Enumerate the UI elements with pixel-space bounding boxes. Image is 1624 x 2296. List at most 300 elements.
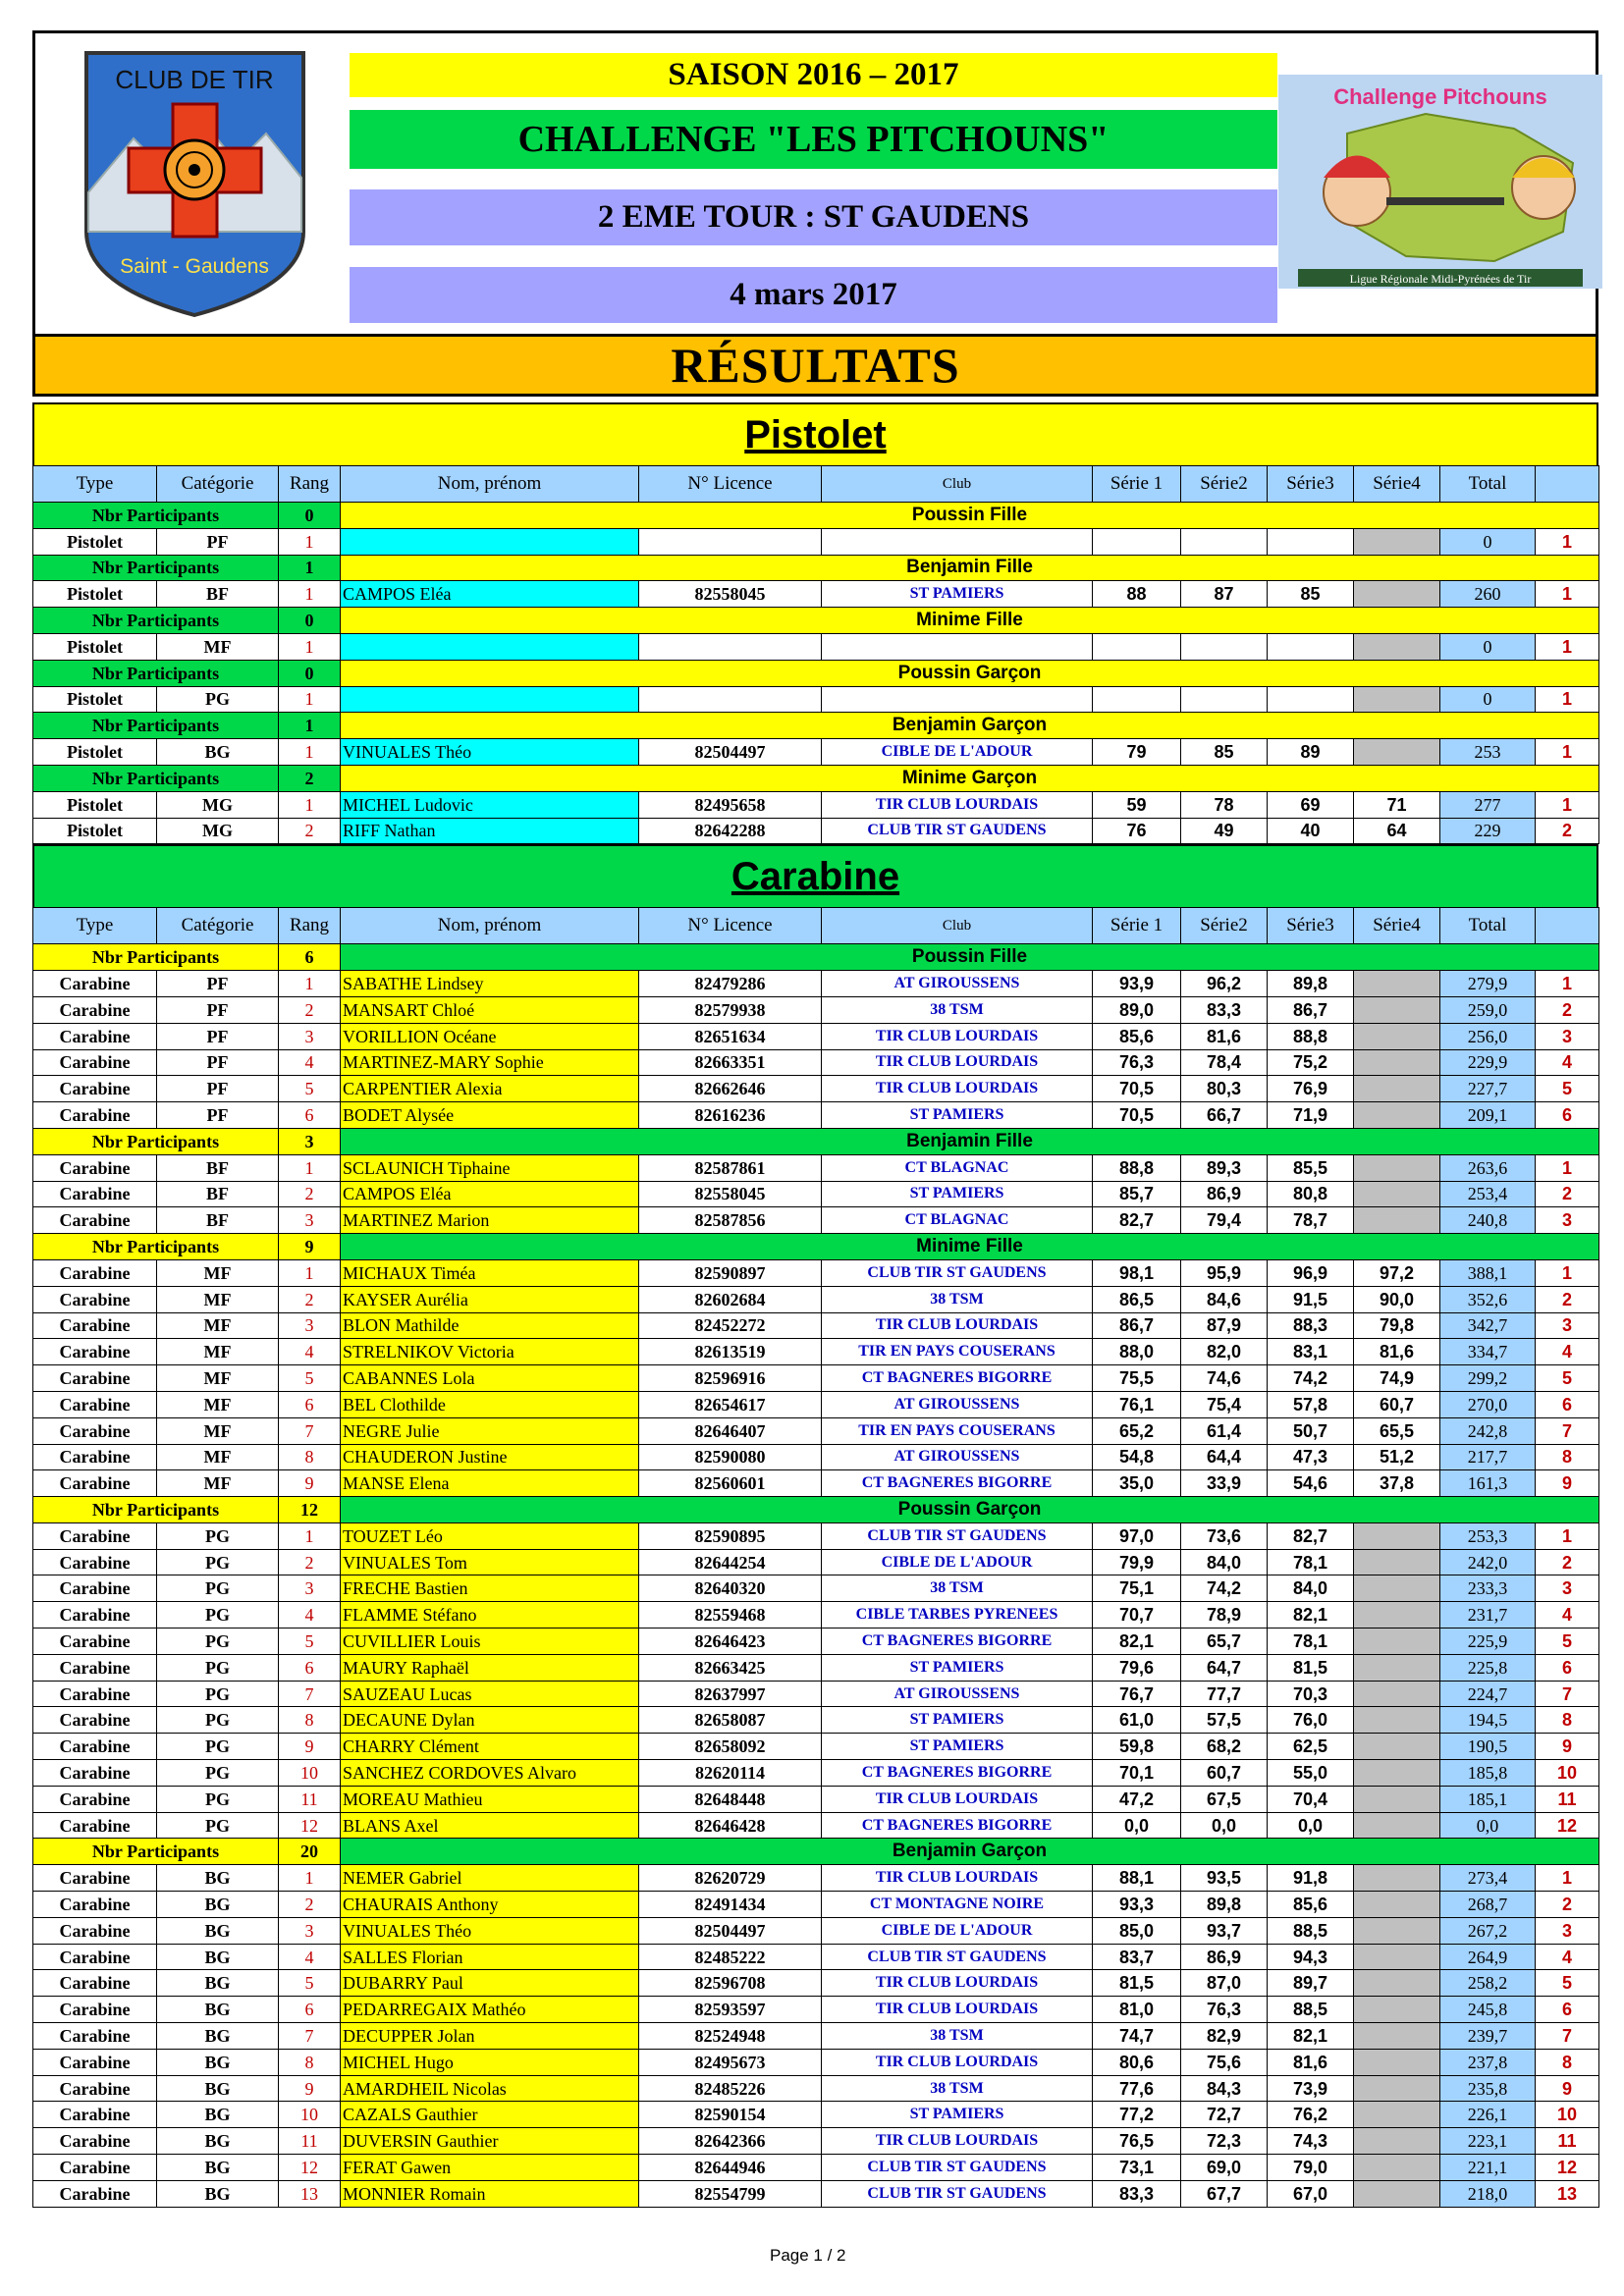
final-rank-cell: 4 [1536,1944,1599,1970]
serie3-cell: 76,9 [1268,1076,1354,1102]
club-cell: CLUB TIR ST GAUDENS [822,818,1093,844]
name-cell: KAYSER Aurélia [341,1286,639,1312]
table-row [33,1629,1599,1655]
licence-cell: 82613519 [639,1339,822,1365]
serie3-cell: 91,8 [1268,1865,1354,1892]
type-cell: Carabine [33,1997,157,2023]
table-row [33,1470,1599,1497]
licence-cell: 82593597 [639,1997,822,2023]
final-rank-cell: 6 [1536,1391,1599,1417]
name-cell [341,633,639,660]
serie4-cell [1354,581,1440,608]
final-rank-cell: 8 [1536,1707,1599,1734]
rank-cell: 2 [279,1549,341,1575]
rank-cell: 9 [279,1734,341,1760]
serie3-cell: 57,8 [1268,1391,1354,1417]
serie4-cell [1354,528,1440,555]
serie3-cell: 76,0 [1268,1707,1354,1734]
type-cell: Pistolet [33,791,157,818]
rank-cell: 12 [279,2155,341,2181]
club-cell: ST PAMIERS [822,1707,1093,1734]
serie2-cell: 73,6 [1181,1522,1268,1549]
serie4-cell [1354,2023,1440,2050]
serie2-cell: 84,3 [1181,2075,1268,2102]
serie4-cell: 71 [1354,791,1440,818]
name-cell: NEGRE Julie [341,1417,639,1444]
total-cell: 229 [1440,818,1536,844]
final-rank-cell: 5 [1536,1365,1599,1392]
club-cell: AT GIROUSSENS [822,971,1093,997]
total-cell: 229,9 [1440,1049,1536,1076]
type-cell: Pistolet [33,528,157,555]
category-cell: PF [157,1102,279,1129]
name-cell: MOREAU Mathieu [341,1786,639,1812]
column-header-s2: Série2 [1181,466,1268,503]
total-cell: 242,8 [1440,1417,1536,1444]
club-cell: CLUB TIR ST GAUDENS [822,2180,1093,2207]
rank-cell: 2 [279,818,341,844]
name-cell: MICHEL Ludovic [341,791,639,818]
club-cell: CT BLAGNAC [822,1207,1093,1234]
name-cell: SAUZEAU Lucas [341,1681,639,1707]
serie3-cell: 88,3 [1268,1312,1354,1339]
header [32,30,1598,334]
name-cell: RIFF Nathan [341,818,639,844]
licence-cell: 82646428 [639,1812,822,1839]
serie1-cell: 61,0 [1093,1707,1181,1734]
column-header-s2: Série2 [1181,908,1268,944]
serie2-cell: 76,3 [1181,1997,1268,2023]
table-row [33,2075,1599,2102]
club-cell: CIBLE DE L'ADOUR [822,1917,1093,1944]
type-cell: Carabine [33,1417,157,1444]
licence-cell: 82658087 [639,1707,822,1734]
serie3-cell: 0,0 [1268,1812,1354,1839]
serie1-cell: 77,6 [1093,2075,1181,2102]
name-cell: CAZALS Gauthier [341,2102,639,2128]
category-row [33,660,1599,686]
rank-cell: 1 [279,528,341,555]
challenge-pitchouns-logo [1278,75,1602,289]
category-cell: BG [157,2049,279,2075]
serie1-cell: 93,9 [1093,971,1181,997]
final-rank-cell: 4 [1536,1049,1599,1076]
serie1-cell: 76 [1093,818,1181,844]
total-cell: 225,8 [1440,1654,1536,1681]
serie4-cell [1354,2155,1440,2181]
serie2-cell: 67,7 [1181,2180,1268,2207]
type-cell: Carabine [33,1602,157,1629]
category-row [33,713,1599,739]
table-row [33,686,1599,713]
table-row [33,1207,1599,1234]
club-cell: AT GIROUSSENS [822,1444,1093,1470]
serie1-cell [1093,528,1181,555]
category-cell: PG [157,1707,279,1734]
serie4-cell [1354,1892,1440,1918]
serie1-cell: 85,7 [1093,1181,1181,1207]
final-rank-cell: 5 [1536,1970,1599,1997]
serie1-cell: 93,3 [1093,1892,1181,1918]
club-cell: 38 TSM [822,2023,1093,2050]
club-cell: TIR CLUB LOURDAIS [822,1865,1093,1892]
total-cell: 260 [1440,581,1536,608]
final-rank-cell: 1 [1536,1154,1599,1181]
type-cell: Carabine [33,1154,157,1181]
serie1-cell: 86,5 [1093,1286,1181,1312]
total-cell: 268,7 [1440,1892,1536,1918]
serie2-cell: 77,7 [1181,1681,1268,1707]
category-row [33,608,1599,634]
type-cell: Carabine [33,1470,157,1497]
name-cell: MANSE Elena [341,1470,639,1497]
club-cell: TIR CLUB LOURDAIS [822,1023,1093,1049]
licence-cell: 82648448 [639,1786,822,1812]
licence-cell: 82504497 [639,739,822,766]
total-cell: 334,7 [1440,1339,1536,1365]
serie4-cell [1354,1654,1440,1681]
category-cell: PG [157,1760,279,1787]
table-row [33,1286,1599,1312]
name-cell: CUVILLIER Louis [341,1629,639,1655]
type-cell: Carabine [33,1681,157,1707]
licence-cell [639,633,822,660]
category-cell: PG [157,1575,279,1602]
serie3-cell [1268,686,1354,713]
type-cell: Carabine [33,1049,157,1076]
svg-text:Saint - Gaudens: Saint - Gaudens [120,255,269,278]
serie3-cell [1268,633,1354,660]
category-cell: MF [157,1444,279,1470]
type-cell: Carabine [33,1707,157,1734]
licence-cell: 82620114 [639,1760,822,1787]
category-name: Benjamin Garçon [341,1839,1599,1865]
total-cell: 224,7 [1440,1681,1536,1707]
category-cell: MG [157,791,279,818]
rank-cell: 6 [279,1654,341,1681]
results-title: RÉSULTATS [32,334,1598,397]
serie3-cell: 54,6 [1268,1470,1354,1497]
serie2-cell: 87,9 [1181,1312,1268,1339]
serie2-cell: 66,7 [1181,1102,1268,1129]
total-cell: 277 [1440,791,1536,818]
name-cell: VINUALES Théo [341,1917,639,1944]
final-rank-cell: 8 [1536,1444,1599,1470]
participants-label: Nbr Participants [33,1128,279,1154]
rank-cell: 4 [279,1049,341,1076]
rank-cell: 8 [279,1707,341,1734]
serie2-cell: 0,0 [1181,1812,1268,1839]
category-cell: BG [157,2155,279,2181]
category-cell: MF [157,1365,279,1392]
serie4-cell [1354,1023,1440,1049]
serie4-cell [1354,686,1440,713]
rank-cell: 1 [279,971,341,997]
category-cell: BG [157,2075,279,2102]
table-row [33,1365,1599,1392]
serie3-cell: 73,9 [1268,2075,1354,2102]
rank-cell: 7 [279,1417,341,1444]
serie1-cell: 88,8 [1093,1154,1181,1181]
category-cell: PG [157,1734,279,1760]
serie1-cell [1093,686,1181,713]
serie4-cell [1354,739,1440,766]
serie1-cell: 81,0 [1093,1997,1181,2023]
serie4-cell [1354,1181,1440,1207]
season-banner: SAISON 2016 – 2017 [350,53,1277,97]
category-cell: MF [157,1417,279,1444]
total-cell: 190,5 [1440,1734,1536,1760]
type-cell: Carabine [33,1629,157,1655]
total-cell: 242,0 [1440,1549,1536,1575]
serie1-cell: 88,0 [1093,1339,1181,1365]
participants-label: Nbr Participants [33,608,279,634]
table-row [33,1865,1599,1892]
participants-count: 0 [279,660,341,686]
table-row [33,818,1599,844]
serie1-cell: 70,1 [1093,1760,1181,1787]
total-cell: 227,7 [1440,1076,1536,1102]
type-cell: Carabine [33,2102,157,2128]
club-cell: TIR CLUB LOURDAIS [822,1312,1093,1339]
serie4-cell [1354,1102,1440,1129]
type-cell: Carabine [33,1286,157,1312]
club-cell: 38 TSM [822,996,1093,1023]
category-name: Poussin Fille [341,503,1599,529]
participants-count: 2 [279,765,341,791]
category-cell: MF [157,1286,279,1312]
serie4-cell [1354,1575,1440,1602]
rank-cell: 2 [279,1892,341,1918]
category-name: Benjamin Fille [341,555,1599,581]
table-row [33,1391,1599,1417]
table-row [33,1154,1599,1181]
final-rank-cell: 3 [1536,1023,1599,1049]
rank-cell: 4 [279,1602,341,1629]
serie2-cell: 96,2 [1181,971,1268,997]
serie1-cell: 75,5 [1093,1365,1181,1392]
table-row [33,2128,1599,2155]
final-rank-cell: 4 [1536,1602,1599,1629]
club-cell: TIR CLUB LOURDAIS [822,2128,1093,2155]
serie3-cell: 91,5 [1268,1286,1354,1312]
serie3-cell: 88,5 [1268,1917,1354,1944]
rank-cell: 6 [279,1997,341,2023]
category-cell: MG [157,818,279,844]
club-cell [822,686,1093,713]
licence-cell [639,686,822,713]
serie2-cell: 78,4 [1181,1049,1268,1076]
name-cell: AMARDHEIL Nicolas [341,2075,639,2102]
name-cell: BODET Alysée [341,1102,639,1129]
serie1-cell: 70,7 [1093,1602,1181,1629]
column-header-row [33,908,1599,944]
licence-cell: 82590080 [639,1444,822,1470]
serie3-cell: 62,5 [1268,1734,1354,1760]
table-row [33,1944,1599,1970]
category-cell: MF [157,1259,279,1286]
licence-cell: 82587861 [639,1154,822,1181]
rank-cell: 1 [279,1522,341,1549]
club-cell: TIR CLUB LOURDAIS [822,1997,1093,2023]
serie1-cell: 76,5 [1093,2128,1181,2155]
serie3-cell [1268,528,1354,555]
serie2-cell: 80,3 [1181,1076,1268,1102]
serie2-cell: 74,6 [1181,1365,1268,1392]
category-name: Benjamin Garçon [341,713,1599,739]
rank-cell: 1 [279,633,341,660]
rank-cell: 6 [279,1391,341,1417]
licence-cell: 82491434 [639,1892,822,1918]
rank-cell: 3 [279,1207,341,1234]
serie2-cell: 78 [1181,791,1268,818]
category-cell: PF [157,1076,279,1102]
serie1-cell: 97,0 [1093,1522,1181,1549]
type-cell: Carabine [33,1786,157,1812]
type-cell: Pistolet [33,739,157,766]
table-row [33,1760,1599,1787]
serie2-cell: 84,6 [1181,1286,1268,1312]
serie4-cell: 65,5 [1354,1417,1440,1444]
serie1-cell: 65,2 [1093,1417,1181,1444]
licence-cell: 82495673 [639,2049,822,2075]
club-cell: ST PAMIERS [822,1734,1093,1760]
club-logo [75,45,315,320]
rank-cell: 4 [279,1339,341,1365]
serie4-cell [1354,1786,1440,1812]
total-cell: 233,3 [1440,1575,1536,1602]
rank-cell: 1 [279,1154,341,1181]
total-cell: 231,7 [1440,1602,1536,1629]
serie3-cell: 85,5 [1268,1154,1354,1181]
serie4-cell: 79,8 [1354,1312,1440,1339]
serie2-cell: 78,9 [1181,1602,1268,1629]
name-cell: CAMPOS Eléa [341,581,639,608]
rank-cell: 3 [279,1023,341,1049]
final-rank-cell: 5 [1536,1629,1599,1655]
serie3-cell: 80,8 [1268,1181,1354,1207]
club-cell: CLUB TIR ST GAUDENS [822,1522,1093,1549]
rank-cell: 6 [279,1102,341,1129]
serie1-cell: 98,1 [1093,1259,1181,1286]
final-rank-cell: 7 [1536,1417,1599,1444]
final-rank-cell: 2 [1536,1549,1599,1575]
serie4-cell [1354,2128,1440,2155]
serie1-cell: 83,7 [1093,1944,1181,1970]
name-cell [341,528,639,555]
serie4-cell: 74,9 [1354,1365,1440,1392]
serie2-cell: 68,2 [1181,1734,1268,1760]
type-cell: Carabine [33,2049,157,2075]
total-cell: 194,5 [1440,1707,1536,1734]
category-cell: PG [157,1629,279,1655]
table-row [33,1892,1599,1918]
licence-cell: 82646407 [639,1417,822,1444]
table-row [33,791,1599,818]
club-cell: 38 TSM [822,1286,1093,1312]
rank-cell: 4 [279,1944,341,1970]
serie2-cell: 33,9 [1181,1470,1268,1497]
type-cell: Carabine [33,1181,157,1207]
serie1-cell [1093,633,1181,660]
column-header-club: Club [822,908,1093,944]
club-cell: CLUB TIR ST GAUDENS [822,1944,1093,1970]
licence-cell: 82642288 [639,818,822,844]
licence-cell: 82596708 [639,1970,822,1997]
club-cell: CT BLAGNAC [822,1154,1093,1181]
category-name: Poussin Fille [341,944,1599,971]
participants-count: 6 [279,944,341,971]
category-cell: PG [157,1681,279,1707]
type-cell: Carabine [33,1734,157,1760]
svg-text:CLUB DE TIR: CLUB DE TIR [115,65,274,94]
total-cell: 256,0 [1440,1023,1536,1049]
type-cell: Pistolet [33,818,157,844]
licence-cell: 82485226 [639,2075,822,2102]
name-cell: DUBARRY Paul [341,1970,639,1997]
final-rank-cell: 7 [1536,1681,1599,1707]
name-cell: SCLAUNICH Tiphaine [341,1154,639,1181]
serie2-cell: 65,7 [1181,1629,1268,1655]
total-cell: 388,1 [1440,1259,1536,1286]
total-cell: 279,9 [1440,971,1536,997]
serie4-cell [1354,1049,1440,1076]
final-rank-cell: 12 [1536,1812,1599,1839]
category-name: Minime Fille [341,1234,1599,1260]
total-cell: 264,9 [1440,1944,1536,1970]
category-cell: MF [157,1391,279,1417]
total-cell: 270,0 [1440,1391,1536,1417]
table-row [33,1339,1599,1365]
rank-cell: 5 [279,1629,341,1655]
table-row [33,1049,1599,1076]
serie3-cell: 67,0 [1268,2180,1354,2207]
final-rank-cell: 1 [1536,686,1599,713]
serie1-cell: 76,3 [1093,1049,1181,1076]
table-row [33,996,1599,1023]
name-cell: VINUALES Théo [341,739,639,766]
column-header-s1: Série 1 [1093,908,1181,944]
club-cell: CLUB TIR ST GAUDENS [822,2155,1093,2181]
name-cell: TOUZET Léo [341,1522,639,1549]
rank-cell: 1 [279,791,341,818]
serie2-cell: 86,9 [1181,1944,1268,1970]
serie4-cell: 90,0 [1354,1286,1440,1312]
svg-text:Challenge Pitchouns: Challenge Pitchouns [1333,84,1547,109]
type-cell: Carabine [33,1944,157,1970]
club-cell: ST PAMIERS [822,1102,1093,1129]
final-rank-cell: 2 [1536,1892,1599,1918]
name-cell: DECUPPER Jolan [341,2023,639,2050]
licence-cell: 82558045 [639,1181,822,1207]
type-cell: Carabine [33,996,157,1023]
column-header-nom: Nom, prénom [341,908,639,944]
serie2-cell: 67,5 [1181,1786,1268,1812]
serie2-cell [1181,633,1268,660]
rank-cell: 8 [279,2049,341,2075]
serie4-cell [1354,1865,1440,1892]
serie4-cell: 64 [1354,818,1440,844]
serie2-cell: 81,6 [1181,1023,1268,1049]
total-cell: 0 [1440,528,1536,555]
category-cell: BG [157,1917,279,1944]
column-header-club: Club [822,466,1093,503]
category-cell: BG [157,1865,279,1892]
serie4-cell [1354,2180,1440,2207]
final-rank-cell: 1 [1536,1865,1599,1892]
club-cell: 38 TSM [822,2075,1093,2102]
category-row [33,765,1599,791]
